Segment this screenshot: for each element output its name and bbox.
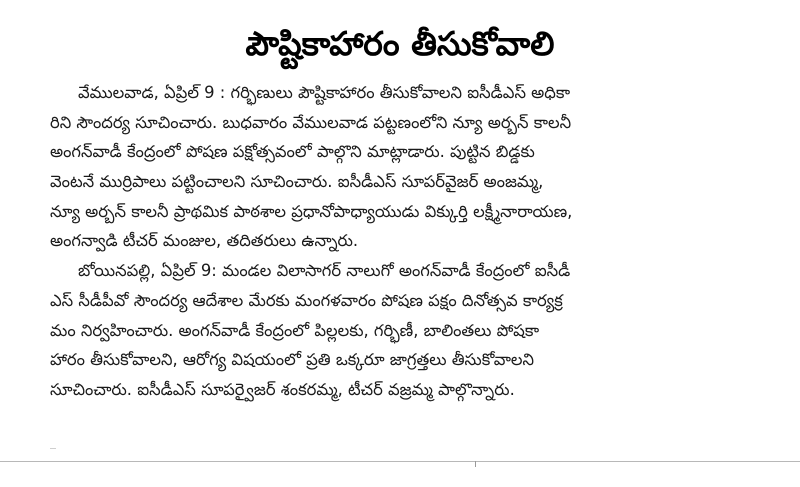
divider-tick <box>475 461 476 467</box>
page-divider <box>0 461 800 462</box>
text-line: సూచించారు. ఐసీడీఎస్ సూపర్వైజర్ శంకరమ్మ, టీచర్ వజ్రమ్మ పాల్గొన్నారు. <box>50 379 515 399</box>
text-line: అంగన్వాడి టీచర్ మంజుల, తదితరులు ఉన్నారు. <box>50 231 359 251</box>
text-line: మం నిర్వహించారు. అంగన్‌వాడీ కేంద్రంలో పిల్లలకు, గర్భిణీ, బాలింతలు పోషకా <box>50 320 540 340</box>
paragraph-vemulawada <box>50 78 786 256</box>
text-line: ఎస్ సీడీపీవో సౌందర్య ఆదేశాల మేరకు మంగళవారం పోషణ పక్షం దినోత్సవ కార్యక్ర <box>50 290 563 310</box>
paragraph-boinpally <box>50 256 786 404</box>
article-body <box>50 78 786 405</box>
text-line: రిని సౌందర్య సూచించారు. బుధవారం వేములవాడ పట్టణంలోని న్యూ అర్బన్ కాలనీ <box>50 112 572 132</box>
text-line: హారం తీసుకోవాలని, ఆరోగ్య విషయంలో ప్రతి ఒక్కరూ జాగ్రత్తలు తీసుకోవాలని <box>50 350 535 370</box>
headline: పౌష్టికాహారం తీసుకోవాలి <box>245 24 555 63</box>
text-line: బోయినపల్లి, ఏప్రిల్ 9: మండల విలాసాగర్ నాలుగో అంగన్‌వాడీ కేంద్రంలో ఐసీడీ <box>78 261 571 281</box>
cut-off-previous-article <box>0 0 800 10</box>
text-line: అంగన్‌వాడీ కేంద్రంలో పోషణ పక్షోత్సవంలో పాల్గొని మాట్లాడారు. పుట్టిన బిడ్డకు <box>50 142 535 162</box>
text-line: న్యూ అర్బన్ కాలనీ ప్రాథమిక పాఠశాల ప్రధానోపాధ్యాయుడు విక్కుర్తి లక్ష్మీనారాయణ, <box>50 201 573 221</box>
text-line: వేములవాడ, ఏప్రిల్ 9 : గర్భిణులు పౌష్టికాహారం తీసుకోవాలని ఐసీడీఎస్ అధికా <box>78 83 571 102</box>
column-mark <box>50 448 56 449</box>
text-line: వెంటనే ముర్రిపాలు పట్టించాలని సూచించారు. ఐసీడీఎస్ సూపర్‌వైజర్ అంజమ్మ, <box>50 172 544 192</box>
